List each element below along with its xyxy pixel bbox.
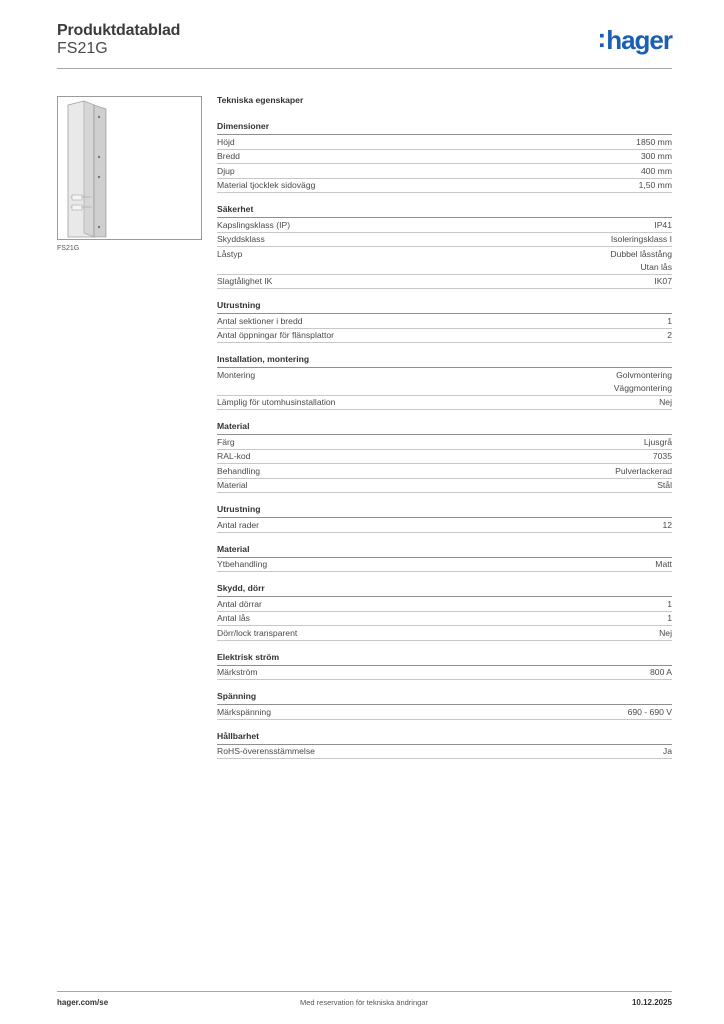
- spec-value: [667, 612, 672, 625]
- logo-text: hager: [606, 25, 672, 55]
- spec-value-line: 1850 mm: [636, 136, 672, 147]
- spec-value: [663, 745, 672, 758]
- spec-label: Antal sektioner i bredd: [217, 315, 303, 326]
- spec-row: [217, 314, 672, 329]
- spec-label: Märkström: [217, 667, 258, 677]
- footer-divider: [57, 991, 672, 992]
- section-title: Material: [217, 420, 672, 435]
- footer-website: hager.com/se: [57, 998, 109, 1007]
- spec-row: [217, 450, 672, 465]
- specs-heading: Tekniska egenskaper: [217, 95, 304, 105]
- spec-value-line: Matt: [655, 559, 672, 569]
- spec-value-line: 690 - 690 V: [627, 706, 672, 717]
- spec-value: [639, 179, 672, 192]
- spec-row: [217, 745, 672, 760]
- document-title: Produktdatablad: [57, 22, 181, 39]
- spec-sections: [217, 120, 672, 759]
- spec-section: [217, 730, 672, 760]
- spec-value-line: Stål: [657, 480, 672, 490]
- spec-row: [217, 396, 672, 411]
- spec-value-line: Väggmontering: [613, 382, 672, 393]
- spec-value-line: 1,50 mm: [638, 180, 672, 190]
- spec-label: Djup: [217, 165, 235, 176]
- spec-section: [217, 353, 672, 410]
- spec-section: [217, 203, 672, 289]
- spec-row: [217, 612, 672, 627]
- spec-value-line: 12: [662, 519, 672, 530]
- spec-value: [611, 233, 672, 246]
- spec-row: [217, 233, 672, 248]
- header-divider: [57, 68, 672, 69]
- spec-value: [641, 165, 672, 178]
- spec-value: [614, 369, 672, 395]
- spec-value-line: Pulverlackerad: [615, 465, 672, 476]
- spec-value: [641, 150, 672, 163]
- spec-row: [217, 329, 672, 344]
- spec-value-line: 1: [667, 598, 672, 609]
- spec-label: Behandling: [217, 465, 261, 476]
- spec-value-line: Dubbel låsstång: [610, 248, 672, 259]
- spec-value-line: Golvmontering: [616, 369, 672, 380]
- page-header: [57, 22, 672, 68]
- spec-label: RoHS-överensstämmelse: [217, 746, 315, 756]
- spec-section: [217, 120, 672, 193]
- spec-section: [217, 690, 672, 720]
- section-title: Utrustning: [217, 299, 672, 314]
- spec-label: Ytbehandling: [217, 559, 268, 569]
- spec-section: [217, 420, 672, 493]
- spec-value: [628, 706, 672, 719]
- spec-row: [217, 150, 672, 165]
- spec-value: [650, 666, 672, 679]
- spec-value: [653, 450, 672, 463]
- spec-value: [615, 465, 672, 478]
- product-code: FS21G: [57, 40, 108, 57]
- spec-value: [659, 396, 672, 409]
- hager-logo: :hager: [597, 23, 672, 55]
- spec-label: Skyddsklass: [217, 234, 265, 244]
- spec-label: Antal dörrar: [217, 598, 262, 609]
- spec-value-line: 300 mm: [640, 151, 672, 161]
- spec-value-line: 400 mm: [640, 165, 672, 176]
- spec-value: [667, 329, 672, 342]
- spec-value: [667, 598, 672, 611]
- spec-label: Höjd: [217, 136, 235, 147]
- spec-section: [217, 299, 672, 343]
- spec-value: [655, 558, 672, 571]
- spec-label: Bredd: [217, 151, 240, 161]
- spec-value-line: 800 A: [650, 667, 672, 677]
- spec-label: Slagtålighet IK: [217, 276, 273, 286]
- footer-disclaimer: Med reservation för tekniska ändringar: [300, 998, 428, 1007]
- spec-row: [217, 558, 672, 573]
- spec-label: Låstyp: [217, 248, 243, 259]
- spec-value: [636, 136, 672, 149]
- section-title: Installation, montering: [217, 353, 672, 368]
- spec-label: Dörr/lock transparent: [217, 627, 298, 638]
- spec-section: [217, 543, 672, 573]
- spec-label: Montering: [217, 369, 256, 380]
- spec-value: [662, 519, 672, 532]
- spec-label: Färg: [217, 436, 235, 447]
- spec-section: [217, 651, 672, 681]
- spec-row: [217, 275, 672, 290]
- spec-section: [217, 503, 672, 533]
- spec-value-line: 7035: [652, 451, 672, 461]
- spec-value: [654, 219, 672, 232]
- spec-value-line: Nej: [659, 397, 672, 407]
- spec-label: Material tjocklek sidovägg: [217, 180, 316, 190]
- spec-row: [217, 218, 672, 233]
- spec-row: [217, 479, 672, 494]
- spec-value-line: Isoleringsklass I: [610, 234, 672, 244]
- section-title: Utrustning: [217, 503, 672, 518]
- spec-value-line: Utan lås: [640, 261, 672, 272]
- spec-row: [217, 135, 672, 150]
- spec-value: [644, 436, 672, 449]
- spec-row: [217, 247, 672, 275]
- spec-value: [654, 275, 672, 288]
- spec-value-line: IP41: [654, 219, 672, 230]
- spec-label: Lämplig för utomhusinstallation: [217, 397, 336, 407]
- technical-specs: [217, 95, 672, 769]
- spec-value: [657, 479, 672, 492]
- spec-value-line: 1: [667, 613, 672, 623]
- section-title: Elektrisk ström: [217, 651, 672, 666]
- spec-value-line: 2: [667, 330, 672, 340]
- product-image: [57, 96, 202, 240]
- spec-row: [217, 597, 672, 612]
- spec-value-line: 1: [667, 315, 672, 326]
- section-title: Spänning: [217, 690, 672, 705]
- footer-date: 10.12.2025: [631, 998, 672, 1007]
- spec-label: Märkspänning: [217, 706, 271, 717]
- spec-value: [610, 248, 672, 274]
- spec-label: RAL-kod: [217, 451, 251, 461]
- section-title: Skydd, dörr: [217, 582, 672, 597]
- spec-value-line: Nej: [659, 627, 672, 638]
- spec-label: Kapslingsklass (IP): [217, 219, 291, 230]
- spec-row: [217, 464, 672, 479]
- spec-row: [217, 435, 672, 450]
- spec-row: [217, 179, 672, 194]
- spec-value: [667, 315, 672, 328]
- spec-row: [217, 666, 672, 681]
- section-title: Material: [217, 543, 672, 558]
- spec-row: [217, 368, 672, 396]
- spec-row: [217, 705, 672, 720]
- spec-value: [659, 627, 672, 640]
- section-title: Hållbarhet: [217, 730, 672, 745]
- spec-value-line: IK07: [654, 276, 672, 286]
- spec-label: Antal lås: [217, 613, 250, 623]
- spec-row: [217, 626, 672, 641]
- spec-label: Antal öppningar för flänsplattor: [217, 330, 335, 340]
- section-title: Dimensioner: [217, 120, 672, 135]
- spec-label: Antal rader: [217, 519, 260, 530]
- cabinet-illustration: [58, 97, 201, 239]
- spec-row: [217, 518, 672, 533]
- image-caption: FS21G: [57, 245, 80, 252]
- spec-label: Material: [217, 480, 248, 490]
- spec-section: [217, 582, 672, 641]
- spec-value-line: Ja: [662, 746, 672, 756]
- spec-value-line: Ljusgrå: [643, 436, 672, 447]
- spec-row: [217, 164, 672, 179]
- section-title: Säkerhet: [217, 203, 672, 218]
